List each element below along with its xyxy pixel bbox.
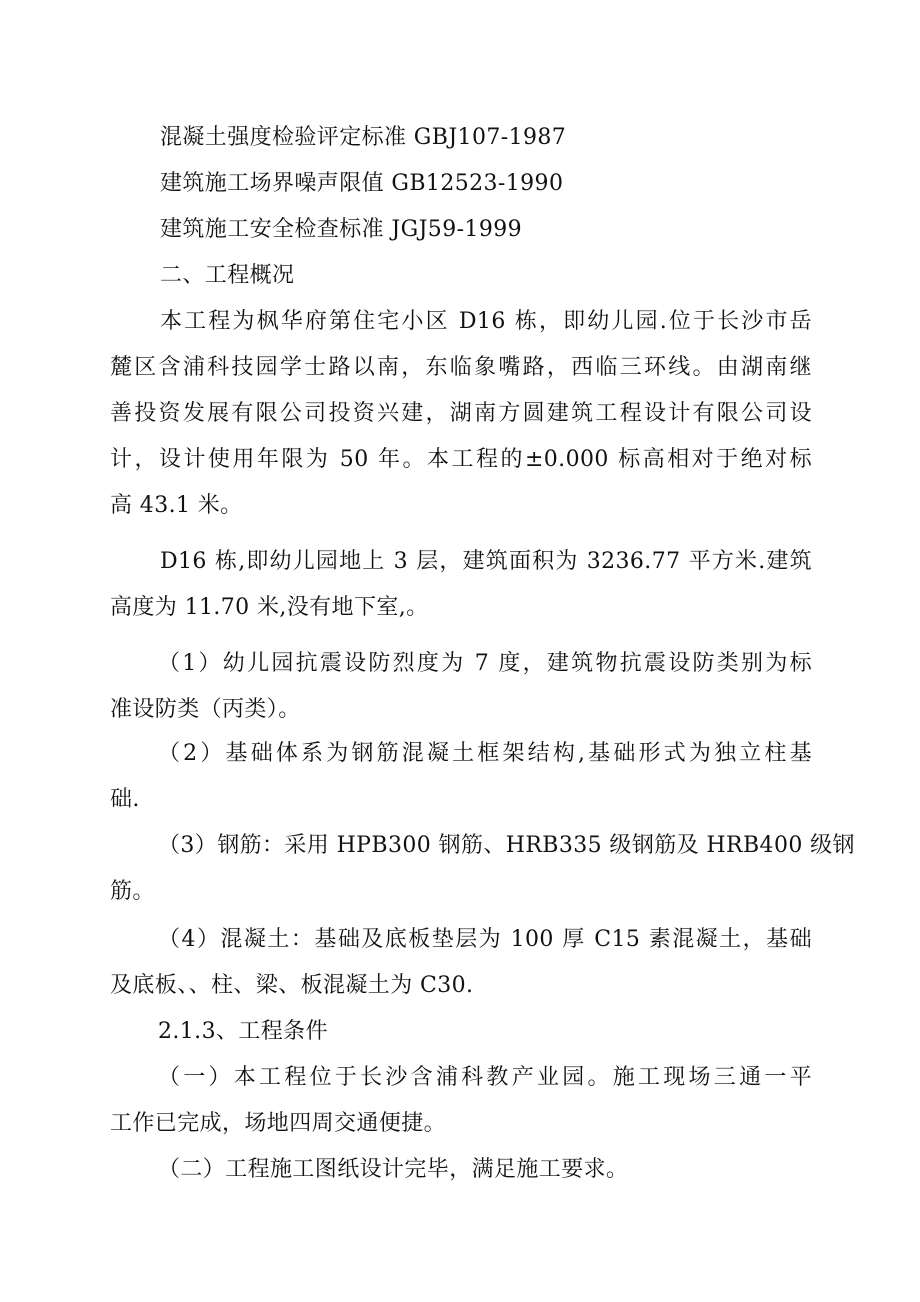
item-line: （2）基础体系为钢筋混凝土框架结构,基础形式为独立柱基 [158, 741, 812, 766]
condition-line: （一）本工程位于长沙含浦科教产业园。施工现场三通一平 [158, 1065, 812, 1090]
overview-line: 善投资发展有限公司投资兴建，湖南方圆建筑工程设计有限公司设 [110, 401, 812, 426]
overview-line: 计，设计使用年限为 50 年。本工程的±0.000 标高相对于绝对标 [110, 447, 812, 472]
standard-line: 建筑施工安全检查标准 JGJ59-1999 [160, 217, 523, 242]
item-line: 及底板、、柱、梁、板混凝土为 C30. [110, 973, 474, 998]
building-line: 高度为 11.70 米,没有地下室,。 [110, 595, 429, 620]
item-line: 础. [110, 787, 140, 812]
condition-line: （二）工程施工图纸设计完毕，满足施工要求。 [158, 1157, 629, 1182]
item-line: （1）幼儿园抗震设防烈度为 7 度，建筑物抗震设防类别为标 [158, 651, 812, 676]
item-line: （3）钢筋：采用 HPB300 钢筋、HRB335 级钢筋及 HRB400 级钢 [158, 833, 855, 858]
overview-line: 本工程为枫华府第住宅小区 D16 栋，即幼儿园.位于长沙市岳 [160, 309, 812, 334]
condition-line: 工作已完成，场地四周交通便捷。 [110, 1111, 447, 1136]
item-line: （4）混凝土：基础及底板垫层为 100 厚 C15 素混凝土，基础 [158, 927, 812, 952]
section-heading: 二、工程概况 [160, 263, 295, 288]
overview-line: 麓区含浦科技园学士路以南，东临象嘴路，西临三环线。由湖南继 [110, 355, 812, 380]
item-line: 筋。 [110, 879, 155, 904]
item-line: 准设防类（丙类）。 [110, 697, 301, 722]
standard-line: 建筑施工场界噪声限值 GB12523-1990 [160, 171, 564, 196]
standard-line: 混凝土强度检验评定标准 GBJ107-1987 [160, 125, 567, 150]
subsection-heading: 2.1.3、工程条件 [158, 1019, 328, 1044]
building-line: D16 栋,即幼儿园地上 3 层，建筑面积为 3236.77 平方米.建筑 [160, 549, 812, 574]
overview-line: 高 43.1 米。 [110, 493, 243, 518]
